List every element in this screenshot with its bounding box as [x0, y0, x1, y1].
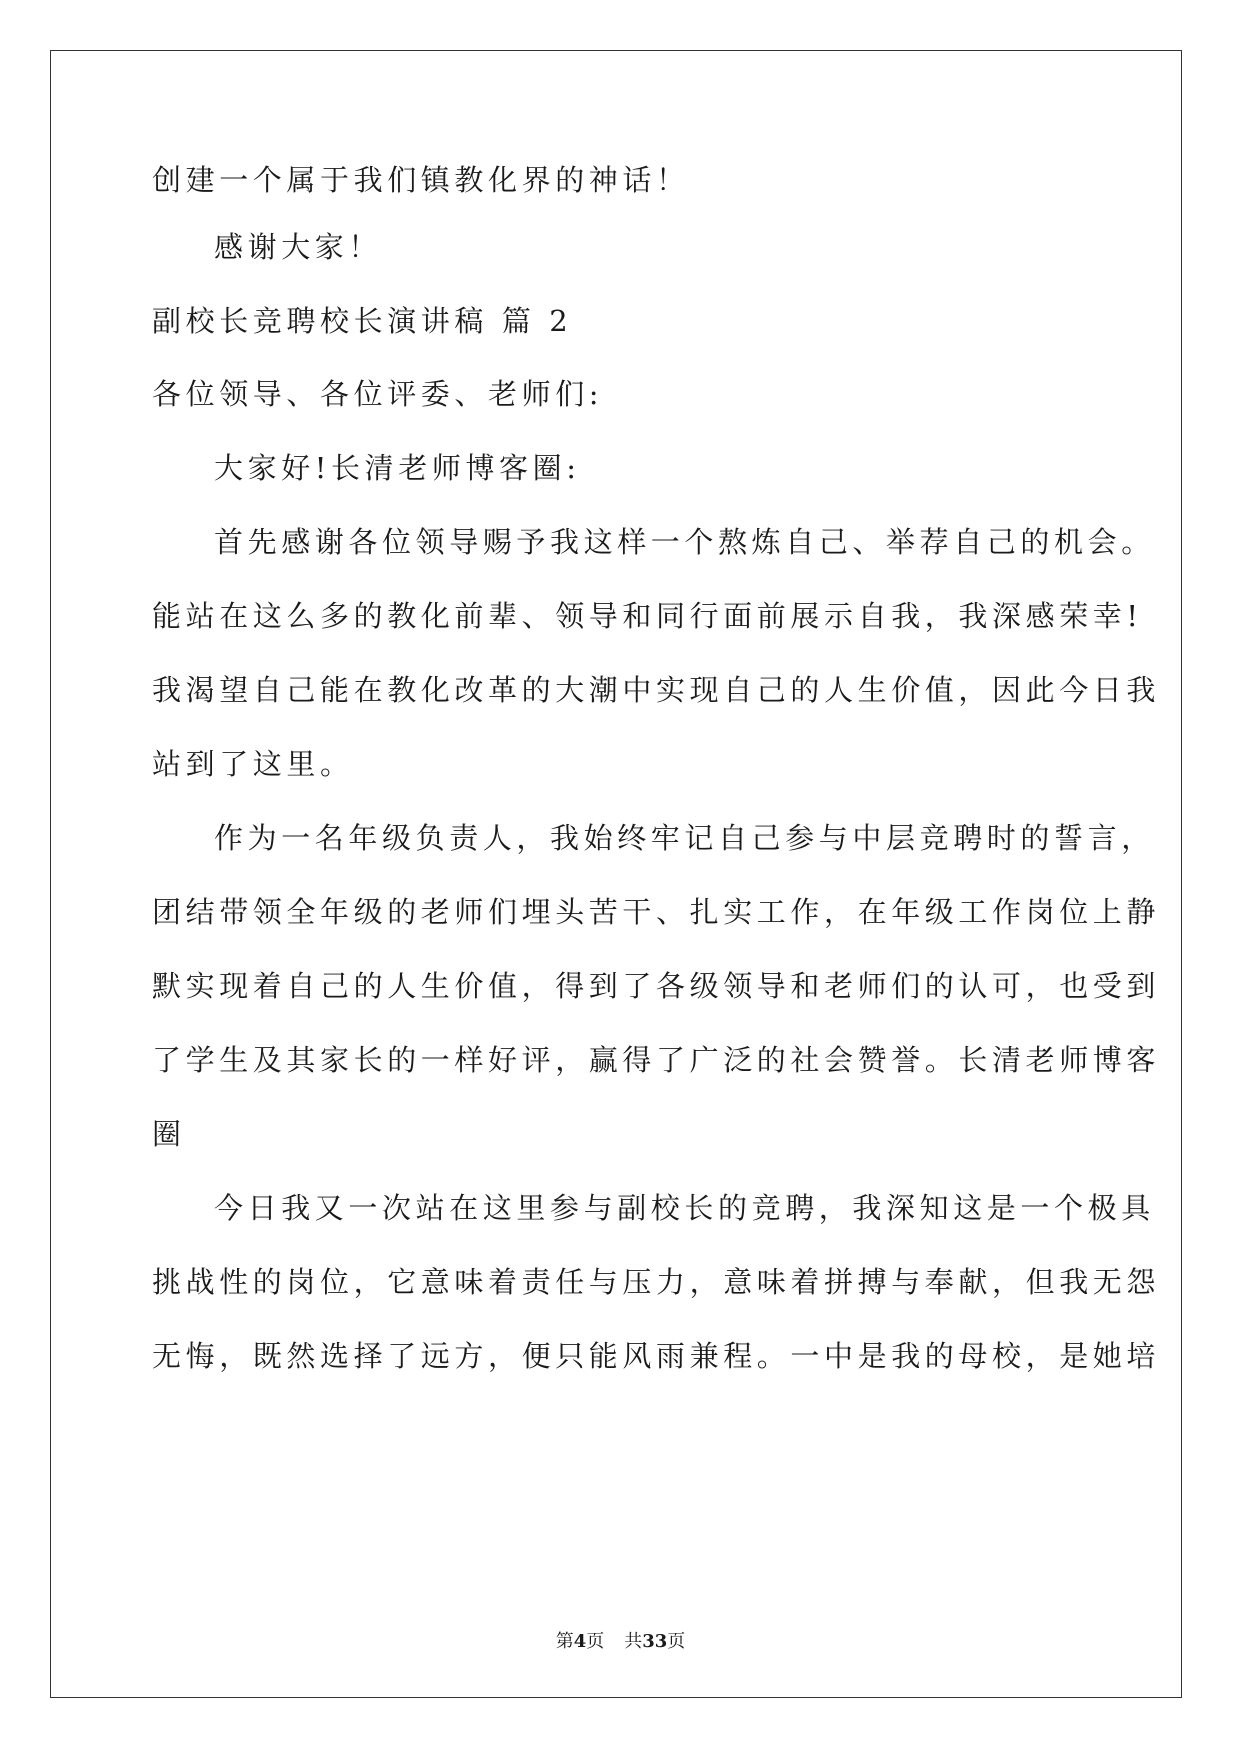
- total-pages: 33: [642, 1631, 668, 1652]
- text-line: 首先感谢各位领导赐予我这样一个熬炼自己、举荐自己的机会。: [214, 525, 1155, 559]
- text-line: 今日我又一次站在这里参与副校长的竞聘，我深知这是一个极具: [214, 1191, 1155, 1225]
- text-line: 站到了这里。: [152, 747, 354, 781]
- text-line: 了学生及其家长的一样好评，赢得了广泛的社会赞誉。长清老师博客: [152, 1043, 1161, 1077]
- total-prefix: 共: [624, 1631, 643, 1652]
- text-line: 创建一个属于我们镇教化界的神话！: [152, 163, 690, 197]
- text-line: 无悔，既然选择了远方，便只能风雨兼程。一中是我的母校，是她培: [152, 1339, 1161, 1373]
- text-line: 圈: [152, 1117, 186, 1151]
- page-number: 4: [573, 1631, 587, 1652]
- text-line: 团结带领全年级的老师们埋头苦干、扎实工作，在年级工作岗位上静: [152, 895, 1161, 929]
- page-suffix: 页: [586, 1631, 605, 1652]
- text-line: 我渴望自己能在教化改革的大潮中实现自己的人生价值，因此今日我: [152, 673, 1161, 707]
- section-heading: 副校长竞聘校长演讲稿 篇 2: [152, 304, 573, 338]
- text-line: 能站在这么多的教化前辈、领导和同行面前展示自我，我深感荣幸!: [152, 599, 1143, 633]
- text-line: 作为一名年级负责人，我始终牢记自己参与中层竞聘时的誓言，: [214, 821, 1155, 855]
- salutation: 各位领导、各位评委、老师们:: [152, 377, 604, 411]
- page-frame: [50, 50, 1182, 1698]
- page-prefix: 第: [555, 1631, 574, 1652]
- text-line: 挑战性的岗位，它意味着责任与压力，意味着拼搏与奉献，但我无怨: [152, 1265, 1161, 1299]
- text-line: 默实现着自己的人生价值，得到了各级领导和老师们的认可，也受到: [152, 969, 1161, 1003]
- text-line: 感谢大家！: [214, 230, 383, 264]
- text-line: 大家好!长清老师博客圈:: [214, 451, 581, 485]
- page-footer: [0, 1630, 1241, 1654]
- total-suffix: 页: [667, 1631, 686, 1652]
